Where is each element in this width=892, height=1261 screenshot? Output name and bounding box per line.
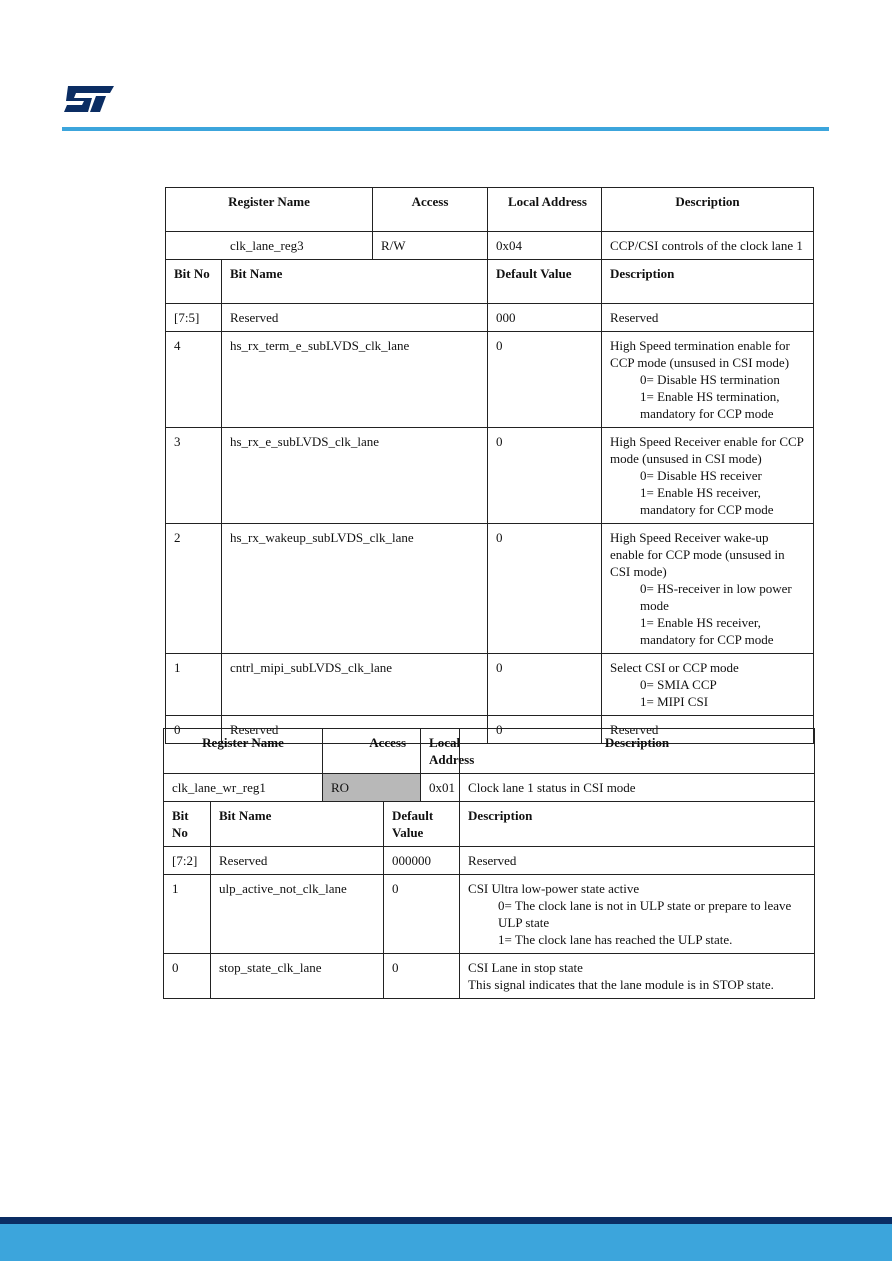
description-line: CSI Ultra low-power state active [468, 881, 640, 896]
description-line: CSI Lane in stop state [468, 960, 583, 975]
st-logo [62, 84, 116, 114]
bit-no: 2 [166, 524, 222, 654]
footer-band [0, 1224, 892, 1261]
description-sub-line: 0= The clock lane is not in ULP state or prepare to leave ULP state [498, 898, 792, 930]
description-sub-line: 0= SMIA CCP [640, 677, 717, 692]
register-description-value: CCP/CSI controls of the clock lane 1 [602, 232, 814, 260]
default-value-header: Default Value [488, 260, 602, 304]
description-sub-line: 1= MIPI CSI [640, 694, 709, 709]
default-value: 0 [488, 654, 602, 716]
access-value: RO [323, 774, 421, 802]
access-value: R/W [373, 232, 488, 260]
table-row [166, 304, 814, 332]
bit-description [602, 332, 814, 428]
description-line: High Speed Receiver wake-up enable for CCP mode (unsused in CSI mode) [610, 530, 785, 579]
table-row [166, 524, 814, 654]
description-sub-line: 1= Enable HS receiver, mandatory for CCP mode [640, 485, 774, 517]
bit-name-header: Bit Name [211, 802, 384, 847]
bit-no: 0 [164, 954, 211, 999]
field-description-header: Description [602, 260, 814, 304]
description-sub-line: 0= Disable HS termination [640, 372, 780, 387]
default-value: 000000 [384, 847, 460, 875]
bit-description [602, 524, 814, 654]
table-row [166, 428, 814, 524]
bit-name: cntrl_mipi_subLVDS_clk_lane [222, 654, 488, 716]
description-line: Reserved [610, 310, 659, 325]
default-value: 0 [488, 332, 602, 428]
bit-description [460, 954, 815, 999]
description-header: Description [602, 188, 814, 232]
table-row [164, 875, 815, 954]
local-address-header: Local Address [488, 188, 602, 232]
description-sub-line: 1= The clock lane has reached the ULP state. [498, 932, 733, 947]
bit-description [460, 847, 815, 875]
description-line: Reserved [610, 722, 659, 737]
description-line: This signal indicates that the lane module is in STOP state. [468, 977, 774, 992]
bit-name: hs_rx_e_subLVDS_clk_lane [222, 428, 488, 524]
table-row [164, 847, 815, 875]
bit-name: hs_rx_wakeup_subLVDS_clk_lane [222, 524, 488, 654]
access-header: Access [323, 729, 421, 774]
default-value: 0 [384, 954, 460, 999]
default-value: 000 [488, 304, 602, 332]
bit-no: 1 [164, 875, 211, 954]
register-name-header: Register Name [166, 188, 373, 232]
bit-no-header: Bit No [166, 260, 222, 304]
bit-description [602, 304, 814, 332]
register-table-clk-lane-reg3 [165, 187, 814, 744]
description-sub-line: 0= HS-receiver in low power mode [640, 581, 792, 613]
table-row [166, 332, 814, 428]
register-info-row [164, 774, 815, 802]
local-address-header: Local Address [421, 729, 460, 774]
description-line: Select CSI or CCP mode [610, 660, 739, 675]
footer-band-dark [0, 1217, 892, 1224]
bit-no: 3 [166, 428, 222, 524]
table-row [166, 654, 814, 716]
bit-no-header: Bit No [164, 802, 211, 847]
bit-description [460, 875, 815, 954]
address-value: 0x01 [421, 774, 460, 802]
bit-no: 1 [166, 654, 222, 716]
register-name-header: Register Name [164, 729, 323, 774]
description-line: High Speed Receiver enable for CCP mode (unsused in CSI mode) [610, 434, 804, 466]
register-info-row [166, 232, 814, 260]
bit-no: [7:5] [166, 304, 222, 332]
description-sub-line: 0= Disable HS receiver [640, 468, 762, 483]
header-rule [62, 127, 829, 131]
field-description-header: Description [460, 802, 815, 847]
register-header-row [164, 729, 815, 774]
bit-description [602, 654, 814, 716]
description-sub-line: 1= Enable HS receiver, mandatory for CCP mode [640, 615, 774, 647]
bit-no: 0 [166, 716, 222, 744]
access-header: Access [373, 188, 488, 232]
bit-no: [7:2] [164, 847, 211, 875]
register-name-value: clk_lane_wr_reg1 [164, 774, 323, 802]
description-line: Reserved [468, 853, 517, 868]
register-name-value: clk_lane_reg3 [166, 232, 373, 260]
table-row [164, 954, 815, 999]
address-value: 0x04 [488, 232, 602, 260]
field-header-row [164, 802, 815, 847]
bit-no: 4 [166, 332, 222, 428]
field-header-row [166, 260, 814, 304]
default-value: 0 [384, 875, 460, 954]
bit-name: Reserved [222, 304, 488, 332]
register-header-row [166, 188, 814, 232]
register-description-value: Clock lane 1 status in CSI mode [460, 774, 815, 802]
default-value: 0 [488, 524, 602, 654]
bit-name-header: Bit Name [222, 260, 488, 304]
bit-name: ulp_active_not_clk_lane [211, 875, 384, 954]
description-header: Description [460, 729, 815, 774]
bit-name: Reserved [222, 716, 488, 744]
default-value: 0 [488, 428, 602, 524]
description-line: High Speed termination enable for CCP mode (unsused in CSI mode) [610, 338, 790, 370]
bit-name: stop_state_clk_lane [211, 954, 384, 999]
description-sub-line: 1= Enable HS termination, mandatory for CCP mode [640, 389, 780, 421]
register-table-clk-lane-wr-reg1 [163, 728, 815, 999]
default-value: 0 [488, 716, 602, 744]
bit-name: Reserved [211, 847, 384, 875]
default-value-header: Default Value [384, 802, 460, 847]
bit-description [602, 428, 814, 524]
bit-name: hs_rx_term_e_subLVDS_clk_lane [222, 332, 488, 428]
